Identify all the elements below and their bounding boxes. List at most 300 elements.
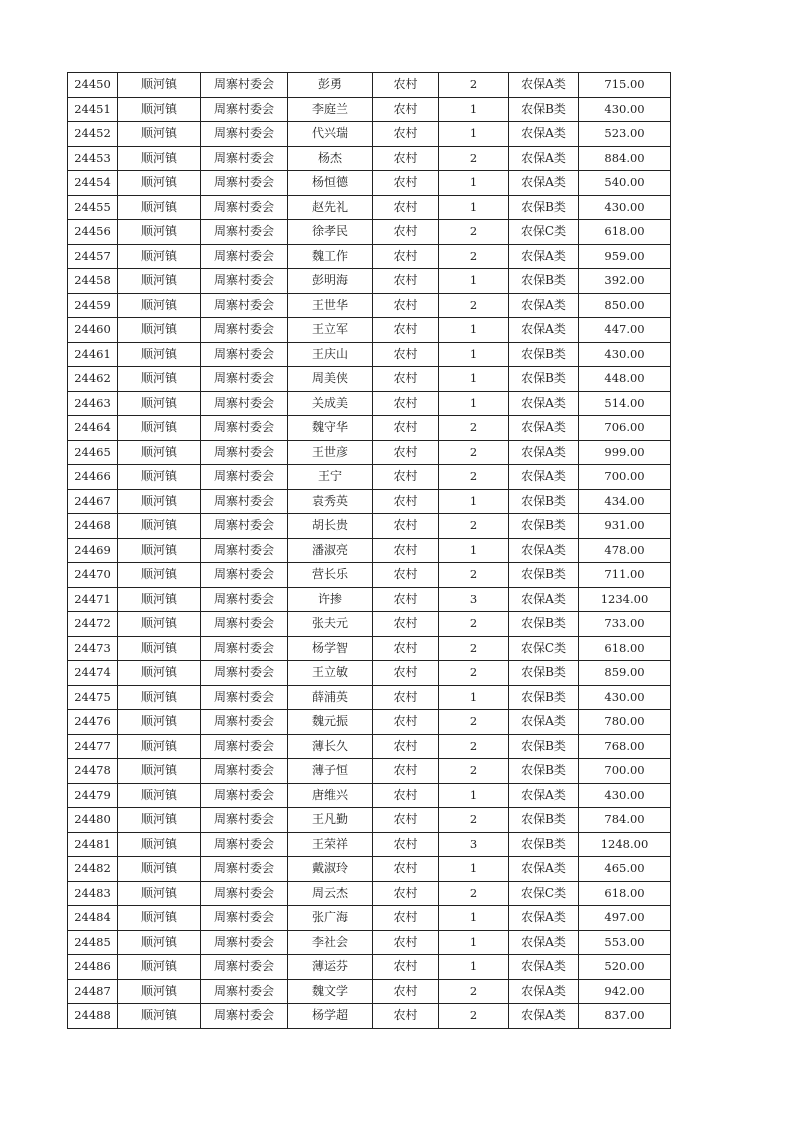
member-count-cell: 1 bbox=[439, 122, 509, 147]
insurance-category-cell: 农保B类 bbox=[509, 367, 579, 392]
insurance-category-cell: 农保A类 bbox=[509, 783, 579, 808]
town-cell: 顺河镇 bbox=[118, 220, 201, 245]
household-type-cell: 农村 bbox=[373, 563, 439, 588]
insurance-category-cell: 农保C类 bbox=[509, 636, 579, 661]
person-name-cell: 戴淑玲 bbox=[288, 857, 373, 882]
person-name-cell: 薄运芬 bbox=[288, 955, 373, 980]
amount-cell: 715.00 bbox=[579, 73, 671, 98]
person-name-cell: 杨学超 bbox=[288, 1004, 373, 1029]
person-name-cell: 王立军 bbox=[288, 318, 373, 343]
table-row bbox=[68, 538, 671, 563]
insurance-category-cell: 农保A类 bbox=[509, 416, 579, 441]
record-id-cell: 24481 bbox=[68, 832, 118, 857]
town-cell: 顺河镇 bbox=[118, 367, 201, 392]
person-name-cell: 魏工作 bbox=[288, 244, 373, 269]
member-count-cell: 1 bbox=[439, 318, 509, 343]
table-row bbox=[68, 881, 671, 906]
person-name-cell: 唐维兴 bbox=[288, 783, 373, 808]
record-id-cell: 24479 bbox=[68, 783, 118, 808]
table-row bbox=[68, 416, 671, 441]
amount-cell: 465.00 bbox=[579, 857, 671, 882]
person-name-cell: 薄长久 bbox=[288, 734, 373, 759]
amount-cell: 478.00 bbox=[579, 538, 671, 563]
town-cell: 顺河镇 bbox=[118, 416, 201, 441]
village-committee-cell: 周寨村委会 bbox=[201, 734, 288, 759]
household-type-cell: 农村 bbox=[373, 489, 439, 514]
amount-cell: 430.00 bbox=[579, 685, 671, 710]
insurance-category-cell: 农保B类 bbox=[509, 808, 579, 833]
member-count-cell: 2 bbox=[439, 808, 509, 833]
member-count-cell: 1 bbox=[439, 391, 509, 416]
village-committee-cell: 周寨村委会 bbox=[201, 906, 288, 931]
town-cell: 顺河镇 bbox=[118, 440, 201, 465]
record-id-cell: 24473 bbox=[68, 636, 118, 661]
person-name-cell: 杨杰 bbox=[288, 146, 373, 171]
town-cell: 顺河镇 bbox=[118, 979, 201, 1004]
town-cell: 顺河镇 bbox=[118, 636, 201, 661]
town-cell: 顺河镇 bbox=[118, 146, 201, 171]
record-id-cell: 24459 bbox=[68, 293, 118, 318]
household-type-cell: 农村 bbox=[373, 146, 439, 171]
member-count-cell: 2 bbox=[439, 73, 509, 98]
village-committee-cell: 周寨村委会 bbox=[201, 171, 288, 196]
record-id-cell: 24466 bbox=[68, 465, 118, 490]
table-row bbox=[68, 342, 671, 367]
person-name-cell: 薄子恒 bbox=[288, 759, 373, 784]
member-count-cell: 1 bbox=[439, 195, 509, 220]
household-type-cell: 农村 bbox=[373, 661, 439, 686]
person-name-cell: 杨恒德 bbox=[288, 171, 373, 196]
record-id-cell: 24450 bbox=[68, 73, 118, 98]
amount-cell: 780.00 bbox=[579, 710, 671, 735]
record-id-cell: 24465 bbox=[68, 440, 118, 465]
record-id-cell: 24484 bbox=[68, 906, 118, 931]
insurance-category-cell: 农保A类 bbox=[509, 1004, 579, 1029]
person-name-cell: 彭勇 bbox=[288, 73, 373, 98]
person-name-cell: 赵先礼 bbox=[288, 195, 373, 220]
record-id-cell: 24472 bbox=[68, 612, 118, 637]
amount-cell: 540.00 bbox=[579, 171, 671, 196]
person-name-cell: 代兴瑞 bbox=[288, 122, 373, 147]
amount-cell: 700.00 bbox=[579, 465, 671, 490]
amount-cell: 784.00 bbox=[579, 808, 671, 833]
village-committee-cell: 周寨村委会 bbox=[201, 685, 288, 710]
town-cell: 顺河镇 bbox=[118, 930, 201, 955]
record-id-cell: 24487 bbox=[68, 979, 118, 1004]
amount-cell: 430.00 bbox=[579, 342, 671, 367]
table-row bbox=[68, 465, 671, 490]
town-cell: 顺河镇 bbox=[118, 955, 201, 980]
village-committee-cell: 周寨村委会 bbox=[201, 587, 288, 612]
table-row bbox=[68, 195, 671, 220]
insurance-category-cell: 农保A类 bbox=[509, 538, 579, 563]
household-type-cell: 农村 bbox=[373, 73, 439, 98]
insurance-category-cell: 农保B类 bbox=[509, 661, 579, 686]
member-count-cell: 1 bbox=[439, 783, 509, 808]
household-type-cell: 农村 bbox=[373, 269, 439, 294]
member-count-cell: 2 bbox=[439, 734, 509, 759]
member-count-cell: 1 bbox=[439, 538, 509, 563]
insurance-category-cell: 农保B类 bbox=[509, 489, 579, 514]
person-name-cell: 王庆山 bbox=[288, 342, 373, 367]
record-id-cell: 24482 bbox=[68, 857, 118, 882]
town-cell: 顺河镇 bbox=[118, 808, 201, 833]
household-type-cell: 农村 bbox=[373, 122, 439, 147]
person-name-cell: 王凡勤 bbox=[288, 808, 373, 833]
member-count-cell: 2 bbox=[439, 563, 509, 588]
amount-cell: 448.00 bbox=[579, 367, 671, 392]
household-type-cell: 农村 bbox=[373, 636, 439, 661]
person-name-cell: 关成美 bbox=[288, 391, 373, 416]
town-cell: 顺河镇 bbox=[118, 73, 201, 98]
table-row bbox=[68, 563, 671, 588]
record-id-cell: 24475 bbox=[68, 685, 118, 710]
town-cell: 顺河镇 bbox=[118, 685, 201, 710]
household-type-cell: 农村 bbox=[373, 244, 439, 269]
town-cell: 顺河镇 bbox=[118, 269, 201, 294]
person-name-cell: 魏元振 bbox=[288, 710, 373, 735]
amount-cell: 733.00 bbox=[579, 612, 671, 637]
record-id-cell: 24477 bbox=[68, 734, 118, 759]
record-id-cell: 24452 bbox=[68, 122, 118, 147]
person-name-cell: 魏守华 bbox=[288, 416, 373, 441]
person-name-cell: 彭明海 bbox=[288, 269, 373, 294]
town-cell: 顺河镇 bbox=[118, 195, 201, 220]
table-row bbox=[68, 391, 671, 416]
table-row bbox=[68, 661, 671, 686]
village-committee-cell: 周寨村委会 bbox=[201, 612, 288, 637]
amount-cell: 430.00 bbox=[579, 195, 671, 220]
town-cell: 顺河镇 bbox=[118, 734, 201, 759]
insurance-category-cell: 农保A类 bbox=[509, 318, 579, 343]
person-name-cell: 李庭兰 bbox=[288, 97, 373, 122]
household-type-cell: 农村 bbox=[373, 832, 439, 857]
record-id-cell: 24485 bbox=[68, 930, 118, 955]
member-count-cell: 2 bbox=[439, 710, 509, 735]
amount-cell: 959.00 bbox=[579, 244, 671, 269]
amount-cell: 999.00 bbox=[579, 440, 671, 465]
town-cell: 顺河镇 bbox=[118, 97, 201, 122]
member-count-cell: 2 bbox=[439, 220, 509, 245]
table-row bbox=[68, 514, 671, 539]
member-count-cell: 2 bbox=[439, 979, 509, 1004]
insurance-category-cell: 农保A类 bbox=[509, 710, 579, 735]
town-cell: 顺河镇 bbox=[118, 563, 201, 588]
insurance-category-cell: 农保A类 bbox=[509, 440, 579, 465]
record-id-cell: 24457 bbox=[68, 244, 118, 269]
amount-cell: 434.00 bbox=[579, 489, 671, 514]
household-type-cell: 农村 bbox=[373, 612, 439, 637]
village-committee-cell: 周寨村委会 bbox=[201, 318, 288, 343]
record-id-cell: 24488 bbox=[68, 1004, 118, 1029]
household-type-cell: 农村 bbox=[373, 318, 439, 343]
town-cell: 顺河镇 bbox=[118, 661, 201, 686]
insurance-category-cell: 农保A类 bbox=[509, 171, 579, 196]
record-id-cell: 24454 bbox=[68, 171, 118, 196]
record-id-cell: 24462 bbox=[68, 367, 118, 392]
member-count-cell: 2 bbox=[439, 636, 509, 661]
amount-cell: 768.00 bbox=[579, 734, 671, 759]
amount-cell: 942.00 bbox=[579, 979, 671, 1004]
member-count-cell: 2 bbox=[439, 1004, 509, 1029]
person-name-cell: 张广海 bbox=[288, 906, 373, 931]
table-row bbox=[68, 146, 671, 171]
member-count-cell: 1 bbox=[439, 857, 509, 882]
village-committee-cell: 周寨村委会 bbox=[201, 465, 288, 490]
town-cell: 顺河镇 bbox=[118, 612, 201, 637]
record-id-cell: 24453 bbox=[68, 146, 118, 171]
insurance-category-cell: 农保A类 bbox=[509, 244, 579, 269]
household-type-cell: 农村 bbox=[373, 881, 439, 906]
household-type-cell: 农村 bbox=[373, 808, 439, 833]
member-count-cell: 1 bbox=[439, 685, 509, 710]
table-row bbox=[68, 244, 671, 269]
insurance-category-cell: 农保B类 bbox=[509, 342, 579, 367]
record-id-cell: 24468 bbox=[68, 514, 118, 539]
household-type-cell: 农村 bbox=[373, 195, 439, 220]
town-cell: 顺河镇 bbox=[118, 832, 201, 857]
table-row bbox=[68, 710, 671, 735]
town-cell: 顺河镇 bbox=[118, 514, 201, 539]
village-committee-cell: 周寨村委会 bbox=[201, 220, 288, 245]
village-committee-cell: 周寨村委会 bbox=[201, 269, 288, 294]
amount-cell: 523.00 bbox=[579, 122, 671, 147]
amount-cell: 430.00 bbox=[579, 97, 671, 122]
table-row bbox=[68, 587, 671, 612]
insurance-category-cell: 农保A类 bbox=[509, 73, 579, 98]
member-count-cell: 1 bbox=[439, 955, 509, 980]
member-count-cell: 3 bbox=[439, 832, 509, 857]
person-name-cell: 张夫元 bbox=[288, 612, 373, 637]
table-row bbox=[68, 979, 671, 1004]
person-name-cell: 杨学智 bbox=[288, 636, 373, 661]
town-cell: 顺河镇 bbox=[118, 710, 201, 735]
person-name-cell: 王立敏 bbox=[288, 661, 373, 686]
insurance-category-cell: 农保B类 bbox=[509, 734, 579, 759]
insurance-category-cell: 农保B类 bbox=[509, 195, 579, 220]
person-name-cell: 李社会 bbox=[288, 930, 373, 955]
table-row bbox=[68, 832, 671, 857]
amount-cell: 706.00 bbox=[579, 416, 671, 441]
record-id-cell: 24456 bbox=[68, 220, 118, 245]
table-row bbox=[68, 318, 671, 343]
household-type-cell: 农村 bbox=[373, 857, 439, 882]
table-row bbox=[68, 930, 671, 955]
person-name-cell: 周美侠 bbox=[288, 367, 373, 392]
insurance-category-cell: 农保A类 bbox=[509, 122, 579, 147]
household-type-cell: 农村 bbox=[373, 440, 439, 465]
person-name-cell: 王荣祥 bbox=[288, 832, 373, 857]
town-cell: 顺河镇 bbox=[118, 759, 201, 784]
household-type-cell: 农村 bbox=[373, 930, 439, 955]
village-committee-cell: 周寨村委会 bbox=[201, 244, 288, 269]
village-committee-cell: 周寨村委会 bbox=[201, 538, 288, 563]
town-cell: 顺河镇 bbox=[118, 318, 201, 343]
insurance-category-cell: 农保A类 bbox=[509, 465, 579, 490]
person-name-cell: 周云杰 bbox=[288, 881, 373, 906]
insurance-category-cell: 农保A类 bbox=[509, 587, 579, 612]
record-id-cell: 24469 bbox=[68, 538, 118, 563]
town-cell: 顺河镇 bbox=[118, 906, 201, 931]
record-id-cell: 24480 bbox=[68, 808, 118, 833]
table-row bbox=[68, 293, 671, 318]
member-count-cell: 3 bbox=[439, 587, 509, 612]
village-committee-cell: 周寨村委会 bbox=[201, 857, 288, 882]
insurance-category-cell: 农保A类 bbox=[509, 293, 579, 318]
insurance-category-cell: 农保B类 bbox=[509, 759, 579, 784]
record-id-cell: 24471 bbox=[68, 587, 118, 612]
amount-cell: 931.00 bbox=[579, 514, 671, 539]
record-id-cell: 24467 bbox=[68, 489, 118, 514]
village-committee-cell: 周寨村委会 bbox=[201, 636, 288, 661]
town-cell: 顺河镇 bbox=[118, 489, 201, 514]
household-type-cell: 农村 bbox=[373, 367, 439, 392]
insurance-category-cell: 农保A类 bbox=[509, 979, 579, 1004]
household-type-cell: 农村 bbox=[373, 416, 439, 441]
amount-cell: 1234.00 bbox=[579, 587, 671, 612]
town-cell: 顺河镇 bbox=[118, 293, 201, 318]
village-committee-cell: 周寨村委会 bbox=[201, 661, 288, 686]
household-type-cell: 农村 bbox=[373, 1004, 439, 1029]
village-committee-cell: 周寨村委会 bbox=[201, 146, 288, 171]
village-committee-cell: 周寨村委会 bbox=[201, 73, 288, 98]
insurance-category-cell: 农保A类 bbox=[509, 857, 579, 882]
table-row bbox=[68, 857, 671, 882]
member-count-cell: 1 bbox=[439, 342, 509, 367]
record-id-cell: 24463 bbox=[68, 391, 118, 416]
table-row bbox=[68, 955, 671, 980]
amount-cell: 711.00 bbox=[579, 563, 671, 588]
member-count-cell: 2 bbox=[439, 465, 509, 490]
table-row bbox=[68, 636, 671, 661]
amount-cell: 514.00 bbox=[579, 391, 671, 416]
table-row bbox=[68, 220, 671, 245]
village-committee-cell: 周寨村委会 bbox=[201, 293, 288, 318]
insurance-category-cell: 农保B类 bbox=[509, 832, 579, 857]
amount-cell: 850.00 bbox=[579, 293, 671, 318]
person-name-cell: 王宁 bbox=[288, 465, 373, 490]
record-id-cell: 24461 bbox=[68, 342, 118, 367]
town-cell: 顺河镇 bbox=[118, 244, 201, 269]
insurance-category-cell: 农保B类 bbox=[509, 612, 579, 637]
amount-cell: 859.00 bbox=[579, 661, 671, 686]
village-committee-cell: 周寨村委会 bbox=[201, 783, 288, 808]
village-committee-cell: 周寨村委会 bbox=[201, 514, 288, 539]
household-type-cell: 农村 bbox=[373, 734, 439, 759]
town-cell: 顺河镇 bbox=[118, 342, 201, 367]
table-row bbox=[68, 612, 671, 637]
village-committee-cell: 周寨村委会 bbox=[201, 342, 288, 367]
town-cell: 顺河镇 bbox=[118, 465, 201, 490]
household-type-cell: 农村 bbox=[373, 391, 439, 416]
amount-cell: 497.00 bbox=[579, 906, 671, 931]
table-body bbox=[68, 73, 671, 1029]
table-row bbox=[68, 906, 671, 931]
insurance-category-cell: 农保B类 bbox=[509, 97, 579, 122]
record-id-cell: 24470 bbox=[68, 563, 118, 588]
member-count-cell: 2 bbox=[439, 440, 509, 465]
household-type-cell: 农村 bbox=[373, 710, 439, 735]
table-row bbox=[68, 685, 671, 710]
member-count-cell: 2 bbox=[439, 293, 509, 318]
amount-cell: 447.00 bbox=[579, 318, 671, 343]
person-name-cell: 袁秀英 bbox=[288, 489, 373, 514]
table-row bbox=[68, 440, 671, 465]
amount-cell: 1248.00 bbox=[579, 832, 671, 857]
person-name-cell: 胡长贵 bbox=[288, 514, 373, 539]
table-row bbox=[68, 171, 671, 196]
table-row bbox=[68, 759, 671, 784]
household-type-cell: 农村 bbox=[373, 97, 439, 122]
record-id-cell: 24464 bbox=[68, 416, 118, 441]
table-row bbox=[68, 783, 671, 808]
village-committee-cell: 周寨村委会 bbox=[201, 1004, 288, 1029]
record-id-cell: 24483 bbox=[68, 881, 118, 906]
village-committee-cell: 周寨村委会 bbox=[201, 367, 288, 392]
member-count-cell: 1 bbox=[439, 97, 509, 122]
member-count-cell: 1 bbox=[439, 930, 509, 955]
household-type-cell: 农村 bbox=[373, 342, 439, 367]
household-type-cell: 农村 bbox=[373, 538, 439, 563]
town-cell: 顺河镇 bbox=[118, 1004, 201, 1029]
insurance-category-cell: 农保C类 bbox=[509, 220, 579, 245]
village-committee-cell: 周寨村委会 bbox=[201, 979, 288, 1004]
member-count-cell: 2 bbox=[439, 612, 509, 637]
amount-cell: 520.00 bbox=[579, 955, 671, 980]
amount-cell: 392.00 bbox=[579, 269, 671, 294]
town-cell: 顺河镇 bbox=[118, 171, 201, 196]
household-type-cell: 农村 bbox=[373, 465, 439, 490]
record-id-cell: 24455 bbox=[68, 195, 118, 220]
village-committee-cell: 周寨村委会 bbox=[201, 489, 288, 514]
table-row bbox=[68, 1004, 671, 1029]
village-committee-cell: 周寨村委会 bbox=[201, 122, 288, 147]
insurance-category-cell: 农保A类 bbox=[509, 146, 579, 171]
member-count-cell: 1 bbox=[439, 489, 509, 514]
member-count-cell: 2 bbox=[439, 514, 509, 539]
amount-cell: 430.00 bbox=[579, 783, 671, 808]
amount-cell: 700.00 bbox=[579, 759, 671, 784]
amount-cell: 618.00 bbox=[579, 636, 671, 661]
household-type-cell: 农村 bbox=[373, 171, 439, 196]
table-row bbox=[68, 367, 671, 392]
insurance-category-cell: 农保A类 bbox=[509, 391, 579, 416]
person-name-cell: 王世华 bbox=[288, 293, 373, 318]
table-row bbox=[68, 808, 671, 833]
member-count-cell: 2 bbox=[439, 244, 509, 269]
insurance-category-cell: 农保A类 bbox=[509, 930, 579, 955]
household-type-cell: 农村 bbox=[373, 514, 439, 539]
record-id-cell: 24486 bbox=[68, 955, 118, 980]
insurance-category-cell: 农保A类 bbox=[509, 906, 579, 931]
town-cell: 顺河镇 bbox=[118, 587, 201, 612]
record-id-cell: 24458 bbox=[68, 269, 118, 294]
records-table bbox=[67, 72, 671, 1029]
village-committee-cell: 周寨村委会 bbox=[201, 955, 288, 980]
table-row bbox=[68, 122, 671, 147]
table-row bbox=[68, 489, 671, 514]
record-id-cell: 24474 bbox=[68, 661, 118, 686]
town-cell: 顺河镇 bbox=[118, 122, 201, 147]
insurance-category-cell: 农保B类 bbox=[509, 514, 579, 539]
village-committee-cell: 周寨村委会 bbox=[201, 808, 288, 833]
household-type-cell: 农村 bbox=[373, 220, 439, 245]
town-cell: 顺河镇 bbox=[118, 881, 201, 906]
town-cell: 顺河镇 bbox=[118, 783, 201, 808]
member-count-cell: 1 bbox=[439, 367, 509, 392]
member-count-cell: 1 bbox=[439, 171, 509, 196]
village-committee-cell: 周寨村委会 bbox=[201, 440, 288, 465]
